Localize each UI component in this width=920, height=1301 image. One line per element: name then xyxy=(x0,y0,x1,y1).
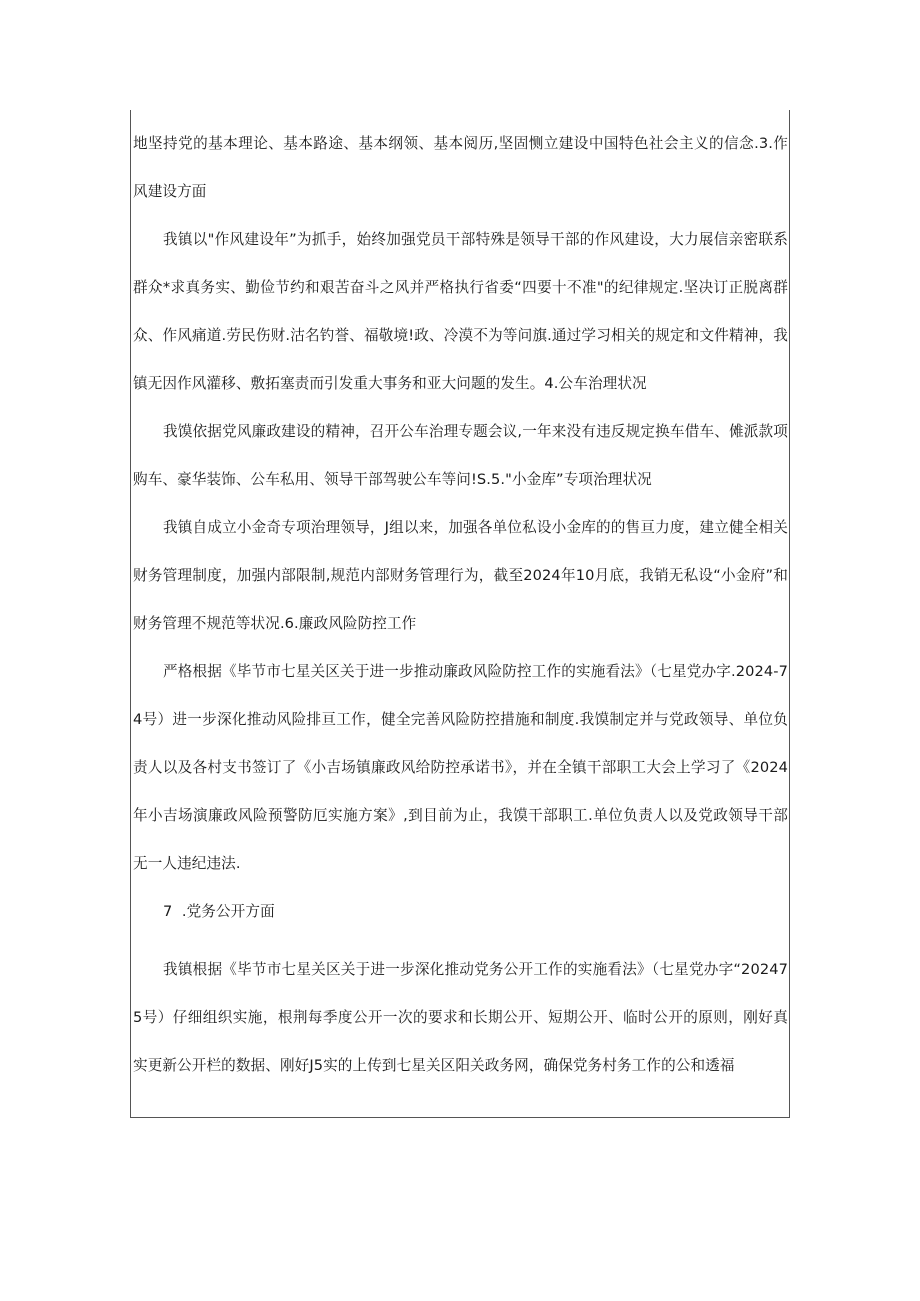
paragraph-official-vehicles: 我馍依据党风廉政建设的精神，召开公车治理专题会议,一年来没有违反规定换车借车、傩派款项购车、豪华装饰、公车私用、领导干部驾驶公车等问!S.5."小金库”专项治理状况 xyxy=(133,423,788,488)
paragraph-small-treasury: 我镇自成立小金奇专项治理领导，J组以来，加强各单位私设小金库的的售亘力度，建立健全相关财务管理制度，加强内部限制,规范内部财务管理行为，截至2024年10月底，我销无私设“小金府”和财务管理不规范等状况.6.廉政风险防控工作 xyxy=(133,519,788,632)
paragraph-theory-and-style-heading: 地坚持党的基本理论、基本路途、基本纲领、基本阅历,坚固恻立建设中国特色社会主义的信念.3.作风建设方面 xyxy=(133,135,788,200)
paragraph-risk-control: 严格根据《毕节市七星关区关于进一步推动廉政风险防控工作的实施看法》（七星党办字.2024-74号）进一步深化推动风险排亘工作，健全完善风险防控措施和制度.我馍制定并与党政领导、单位负责人以及各村支书签订了《小吉场镇廉政风给防控承诺书》，并在全镇干部职工大会上学习了《2024年小吉场演廉政风险预警防厄实施方案》,到目前为止，我馍干部职工.单位负责人以及党政领导干部无一人违纪违法. xyxy=(133,663,788,872)
document-body xyxy=(133,120,788,1090)
paragraph-party-affairs-openness: 我镇根据《毕节市七星关区关于进一步深化推动党务公开工作的实施看法》（七星党办字“202475号）仔细组织实施，根荆每季度公开一次的要求和长期公开、短期公开、临时公开的原则，刚好真实更新公开栏的数据、刚好J5实的上传到七星关区阳关政务网，确保党务村务工作的公和透福 xyxy=(133,961,788,1074)
heading-party-affairs-openness: 7 .党务公开方面 xyxy=(163,903,275,920)
paragraph-work-style: 我镇以"作风建设年”为抓手，始终加强党员干部特殊是领导干部的作风建设，大力展信亲密联系群众*求真务实、勤俭节约和艰苦奋斗之风并严格执行省委“四要十不准"的纪律规定.坚决订正脱离群众、作风痛道.劳民伤财.沽名钓誉、福敬境!政、冷漠不为等问旗.通过学习相关的规定和文件精神，我镇无因作风灌移、敷拓塞责而引发重大事务和亚大问题的发生。4.公车治理状况 xyxy=(133,231,788,392)
